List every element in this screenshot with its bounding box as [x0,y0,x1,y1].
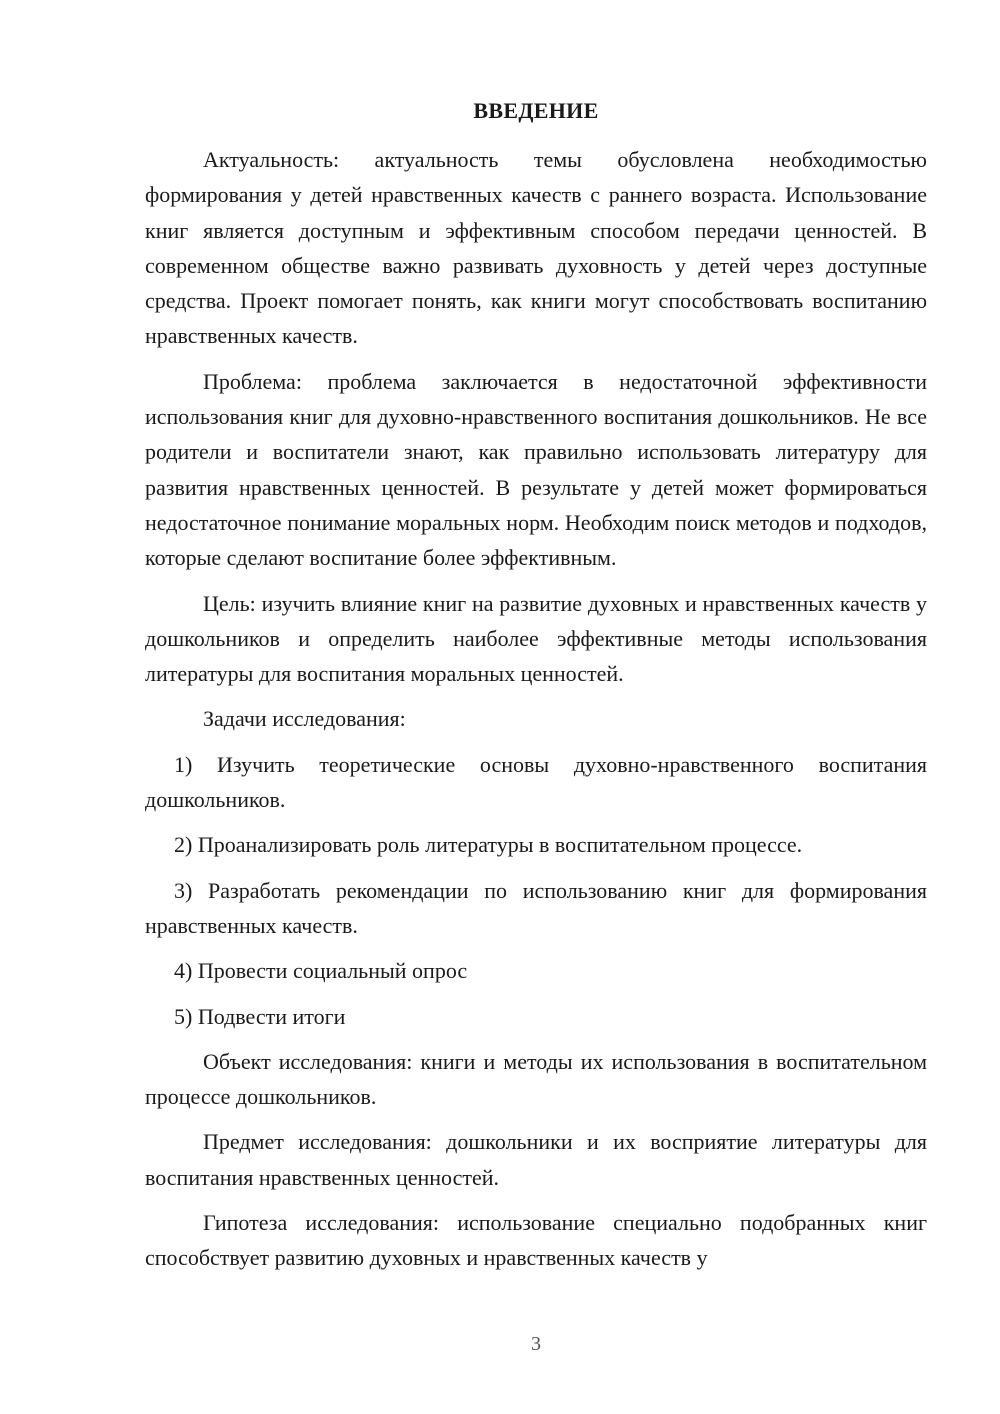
page-number: 3 [531,1333,541,1355]
paragraph-problem: Проблема: проблема заключается в недостаточной эффективности использования книг для духовно-нравственного воспитания дошкольников. Не все родители и воспитатели знают, как правильно использовать литературу для развития нравственных ценностей. В результате у детей может формироваться недостаточное понимание моральных норм. Необходим поиск методов и подходов, которые сделают воспитание более эффективным. [145,368,927,571]
paragraph-tasks-heading: Задачи исследования: [203,706,406,732]
section-title: ВВЕДЕНИЕ [473,98,599,123]
task-item: 5) Подвести итоги [174,1003,346,1029]
task-item: 2) Проанализировать роль литературы в воспитательном процессе. [174,832,803,858]
task-item: 1) Изучить теоретические основы духовно-нравственного воспитания дошкольников. [145,751,927,813]
paragraph-hypothesis: Гипотеза исследования: использование специально подобранных книг способствует развитию духовных и нравственных качеств у [145,1210,927,1271]
paragraph-object: Объект исследования: книги и методы их использования в воспитательном процессе дошкольников. [145,1048,927,1110]
task-item: 3) Разработать рекомендации по использованию книг для формирования нравственных качеств. [145,877,927,938]
task-item: 4) Провести социальный опрос [174,958,468,984]
paragraph-subject: Предмет исследования: дошкольники и их восприятие литературы для воспитания нравственных ценностей. [145,1129,927,1190]
document-body [145,142,927,1286]
paragraph-relevance: Актуальность: актуальность темы обусловлена необходимостью формирования у детей нравственных качеств с раннего возраста. Использование книг является доступным и эффективным способом передачи ценностей. В современном обществе важно развивать духовность у детей через доступные средства. Проект помогает понять, как книги могут способствовать воспитанию нравственных качеств. [145,147,927,349]
paragraph-goal: Цель: изучить влияние книг на развитие духовных и нравственных качеств у дошкольников и определить наиболее эффективные методы использования литературы для воспитания моральных ценностей. [145,590,927,687]
